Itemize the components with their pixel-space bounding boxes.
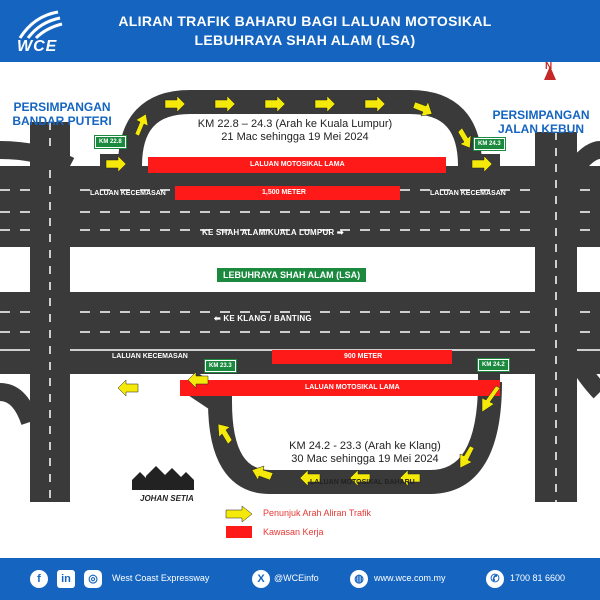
km-sign-24-2: KM 24.2 (478, 359, 509, 371)
facebook-icon[interactable]: f (30, 570, 48, 588)
highway-sign: LEBUHRAYA SHAH ALAM (LSA) (216, 267, 367, 283)
town-label: JOHAN SETIA (140, 494, 194, 503)
x-handle[interactable]: @WCEinfo (274, 573, 319, 583)
instagram-icon[interactable]: ◎ (84, 570, 102, 588)
phone-icon: ✆ (486, 570, 504, 588)
carriageway-westbound (0, 292, 600, 354)
new-lane-label: LALUAN MOTOSIKAL BAHARU (310, 479, 415, 486)
website-link[interactable]: www.wce.com.my (374, 573, 446, 583)
title-line-2: LEBUHRAYA SHAH ALAM (LSA) (194, 32, 416, 48)
legend-work-icon (226, 526, 252, 538)
direction-east: KE SHAH ALAM/KUALA LUMPUR ➡ (202, 228, 344, 237)
legend-arrow-icon (226, 506, 252, 522)
bottom-schedule: KM 24.2 - 23.3 (Arah ke Klang) 30 Mac sehingga 19 Mei 2024 (289, 440, 441, 465)
brand-name: WCE (17, 38, 58, 55)
globe-icon: ◍ (350, 570, 368, 588)
org-name: West Coast Expressway (112, 573, 210, 583)
header-bar (0, 0, 600, 62)
compass-label: N (545, 61, 553, 72)
junction-bandar-puteri: PERSIMPANGAN BANDAR PUTERI (12, 100, 112, 128)
km-sign-23-3: KM 23.3 (205, 360, 236, 372)
page-title (90, 12, 520, 50)
top-schedule: KM 22.8 – 24.3 (Arah ke Kuala Lumpur) 21 Mac sehingga 19 Mei 2024 (197, 118, 393, 143)
emergency-lane-bottom: LALUAN KECEMASAN (112, 353, 188, 360)
legend-work-text: Kawasan Kerja (263, 527, 324, 537)
new-lane-bottom (190, 382, 500, 482)
x-icon[interactable]: X (252, 570, 270, 588)
work-length-top: 1,500 METER (262, 189, 306, 196)
km-sign-22-8: KM 22.8 (95, 136, 126, 148)
title-line-1: ALIRAN TRAFIK BAHARU BAGI LALUAN MOTOSIKAL (118, 13, 492, 29)
linkedin-icon[interactable]: in (57, 570, 75, 588)
arrow-right-icon: ➡ (336, 228, 344, 237)
km-sign-24-3: KM 24.3 (474, 138, 505, 150)
emergency-lane-top-left: LALUAN KECEMASAN (90, 190, 166, 197)
junction-jalan-kebun: PERSIMPANGAN JALAN KEBUN (492, 108, 590, 136)
houses-icon (132, 466, 194, 490)
direction-west: ⬅ KE KLANG / BANTING (214, 314, 312, 323)
arrow-left-icon: ⬅ (214, 314, 221, 323)
old-lane-label-bottom: LALUAN MOTOSIKAL LAMA (305, 384, 400, 391)
emergency-lane-top-right: LALUAN KECEMASAN (430, 190, 506, 197)
old-lane-label-top: LALUAN MOTOSIKAL LAMA (250, 161, 345, 168)
legend-arrow-text: Penunjuk Arah Aliran Trafik (263, 508, 372, 518)
work-length-bottom: 900 METER (344, 353, 383, 360)
traffic-map (0, 62, 600, 558)
phone-number[interactable]: 1700 81 6600 (510, 573, 566, 583)
